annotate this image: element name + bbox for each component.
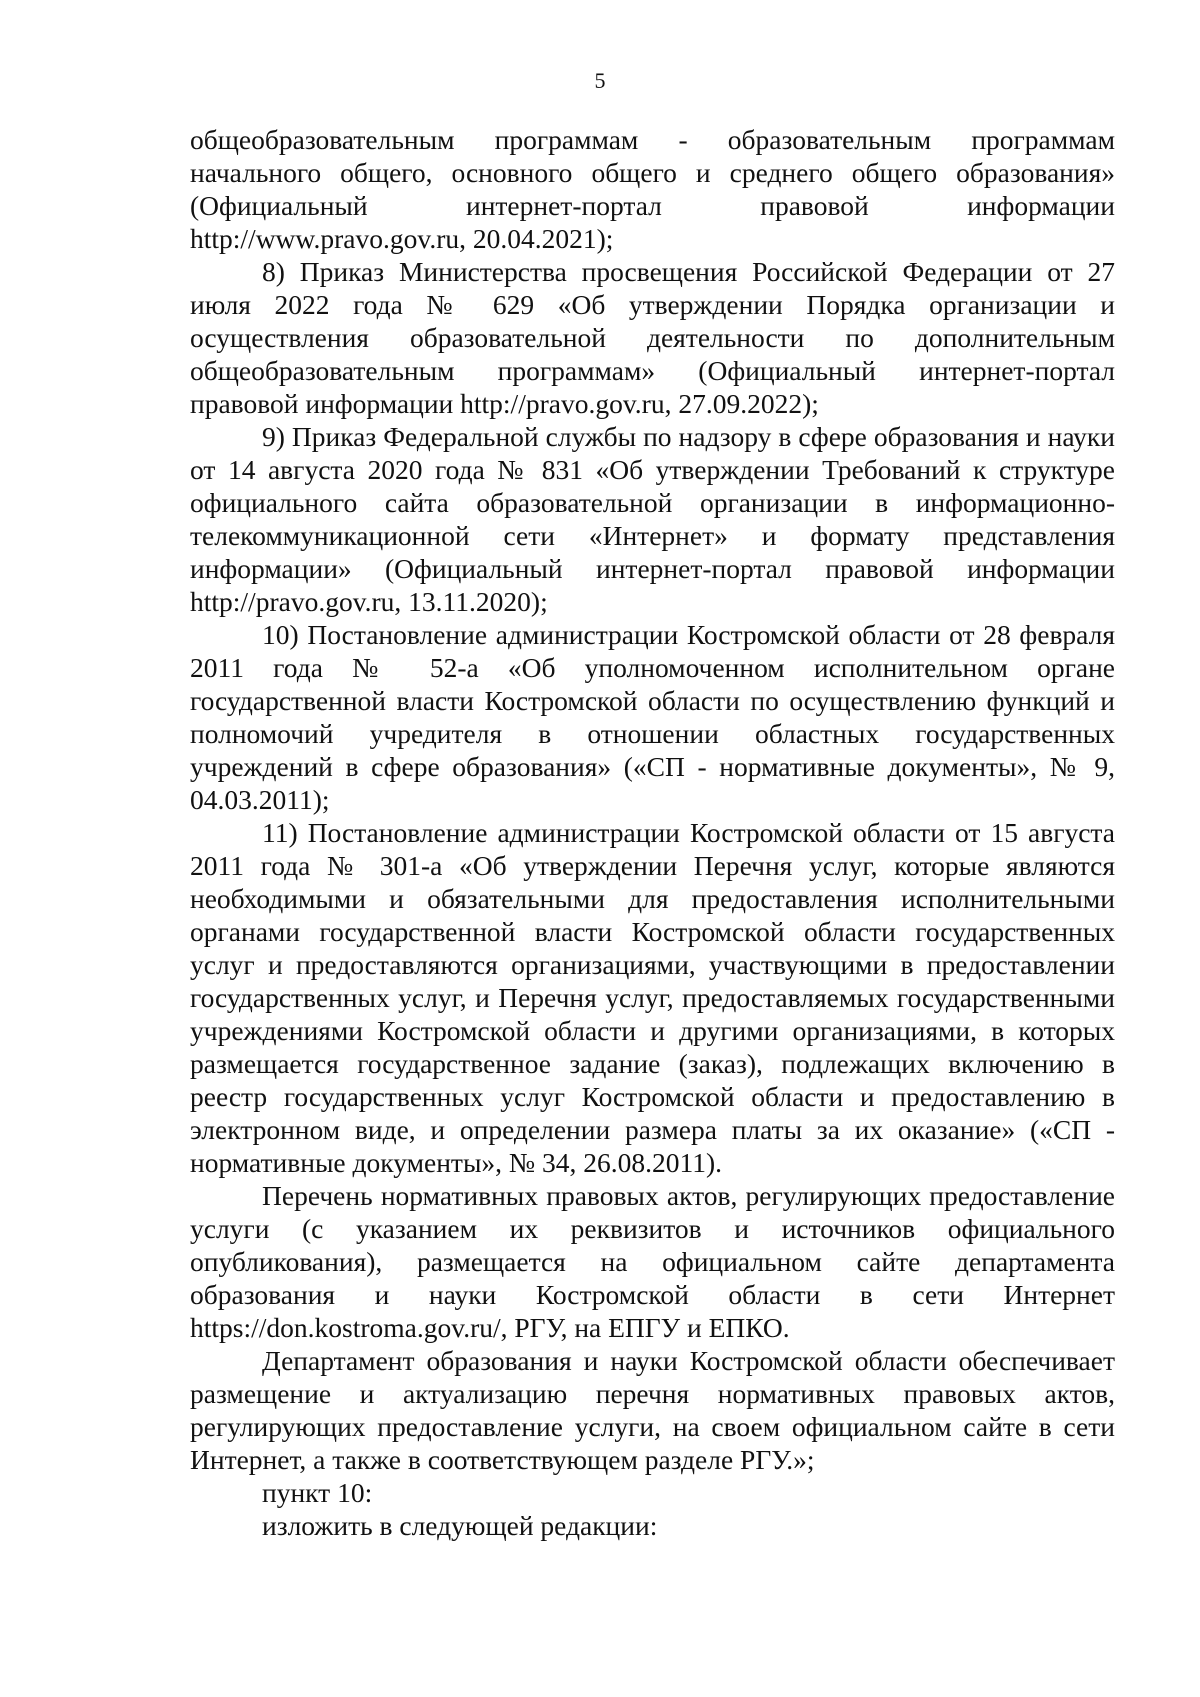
- paragraph-list-publication: Перечень нормативных правовых актов, регулирующих предоставление услуги (с указанием их реквизитов и источников официального опубликования), размещается на официальном сайте департамента образования и науки Костромской области в сети Интернет https://don.kostroma.gov.ru/, РГУ, на ЕПГУ и ЕПКО.: [190, 1180, 1115, 1343]
- paragraph-item-9: 9) Приказ Федеральной службы по надзору в сфере образования и науки от 14 августа 2020 года № 831 «Об утверждении Требований к структуре официального сайта образовательной организации в информационно-телекоммуникационной сети «Интернет» и формату представления информации» (Официальный интернет-портал правовой информации http://pravo.gov.ru, 13.11.2020);: [190, 421, 1115, 617]
- paragraph-continuation: общеобразовательным программам - образовательным программам начального общего, основного общего и среднего общего образования» (Официальный интернет-портал правовой информации http://www.pravo.gov.ru, 20.04.2021);: [190, 124, 1115, 254]
- paragraph-clause-10: пункт 10:: [262, 1477, 373, 1508]
- paragraph-item-10: 10) Постановление администрации Костромской области от 28 февраля 2011 года № 52-а «Об уполномоченном исполнительном органе государственной власти Костромской области по осуществлению функций и полномочий учредителя в отношении областных государственных учреждений в сфере образования» («СП - нормативные документы», № 9, 04.03.2011);: [190, 619, 1115, 815]
- paragraph-item-8: 8) Приказ Министерства просвещения Российской Федерации от 27 июля 2022 года № 629 «Об утверждении Порядка организации и осуществления образовательной деятельности по дополнительным общеобразовательным программам» (Официальный интернет-портал правовой информации http://pravo.gov.ru, 27.09.2022);: [190, 256, 1115, 419]
- page-number: 5: [594, 68, 606, 93]
- paragraph-restate: изложить в следующей редакции:: [262, 1510, 658, 1541]
- paragraph-item-11: 11) Постановление администрации Костромской области от 15 августа 2011 года № 301-а «Об утверждении Перечня услуг, которые являются необходимыми и обязательными для предоставления исполнительными органами государственной власти Костромской области государственных услуг и предоставляются организациями, участвующими в предоставлении государственных услуг, и Перечня услуг, предоставляемых государственными учреждениями Костромской области и другими организациями, в которых размещается государственное задание (заказ), подлежащих включению в реестр государственных услуг Костромской области и предоставлению в электронном виде, и определении размера платы за их оказание» («СП - нормативные документы», № 34, 26.08.2011).: [190, 817, 1115, 1178]
- paragraph-department-duty: Департамент образования и науки Костромской области обеспечивает размещение и актуализацию перечня нормативных правовых актов, регулирующих предоставление услуги, на своем официальном сайте в сети Интернет, а также в соответствующем разделе РГУ.»;: [190, 1345, 1115, 1475]
- document-body: [190, 123, 1115, 1542]
